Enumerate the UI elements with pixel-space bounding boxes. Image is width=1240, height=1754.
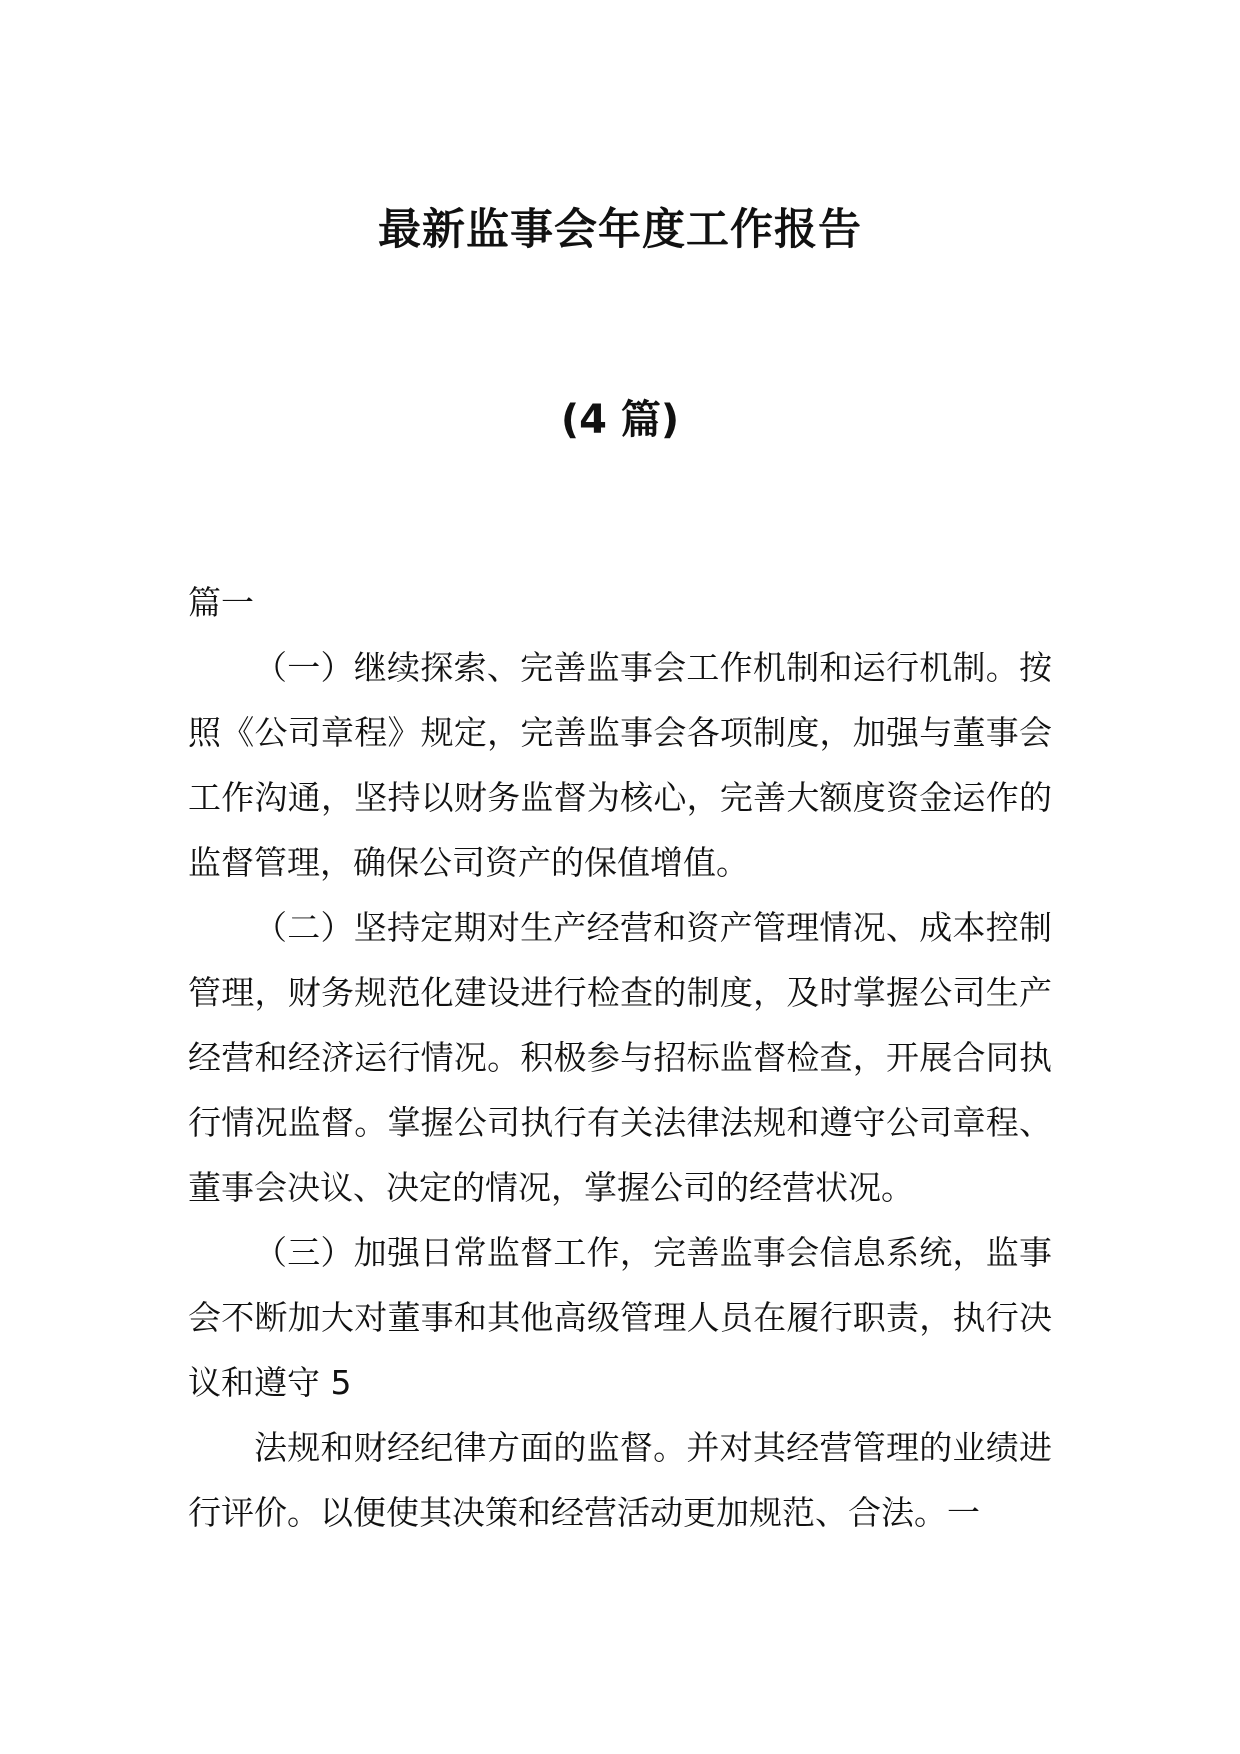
paragraph-4: 法规和财经纪律方面的监督。并对其经营管理的业绩进行评价。以便使其决策和经营活动更加规范、合法。一 bbox=[188, 1428, 1052, 1532]
document-subtitle: (4 篇) bbox=[560, 397, 680, 443]
document-title: 最新监事会年度工作报告 bbox=[378, 205, 862, 255]
paragraph-1: （一）继续探索、完善监事会工作机制和运行机制。按照《公司章程》规定，完善监事会各项制度，加强与董事会工作沟通，坚持以财务监督为核心，完善大额度资金运作的监督管理，确保公司资产的保值增值。 bbox=[188, 648, 1052, 882]
paragraph-3: （三）加强日常监督工作，完善监事会信息系统，监事会不断加大对董事和其他高级管理人员在履行职责，执行决议和遵守 5 bbox=[188, 1233, 1052, 1402]
paragraph-2: （二）坚持定期对生产经营和资产管理情况、成本控制管理，财务规范化建设进行检查的制度，及时掌握公司生产经营和经济运行情况。积极参与招标监督检查，开展合同执行情况监督。掌握公司执行有关法律法规和遵守公司章程、董事会决议、决定的情况，掌握公司的经营状况。 bbox=[188, 908, 1052, 1207]
document-body bbox=[188, 570, 1052, 1545]
section-label: 篇一 bbox=[188, 583, 254, 622]
